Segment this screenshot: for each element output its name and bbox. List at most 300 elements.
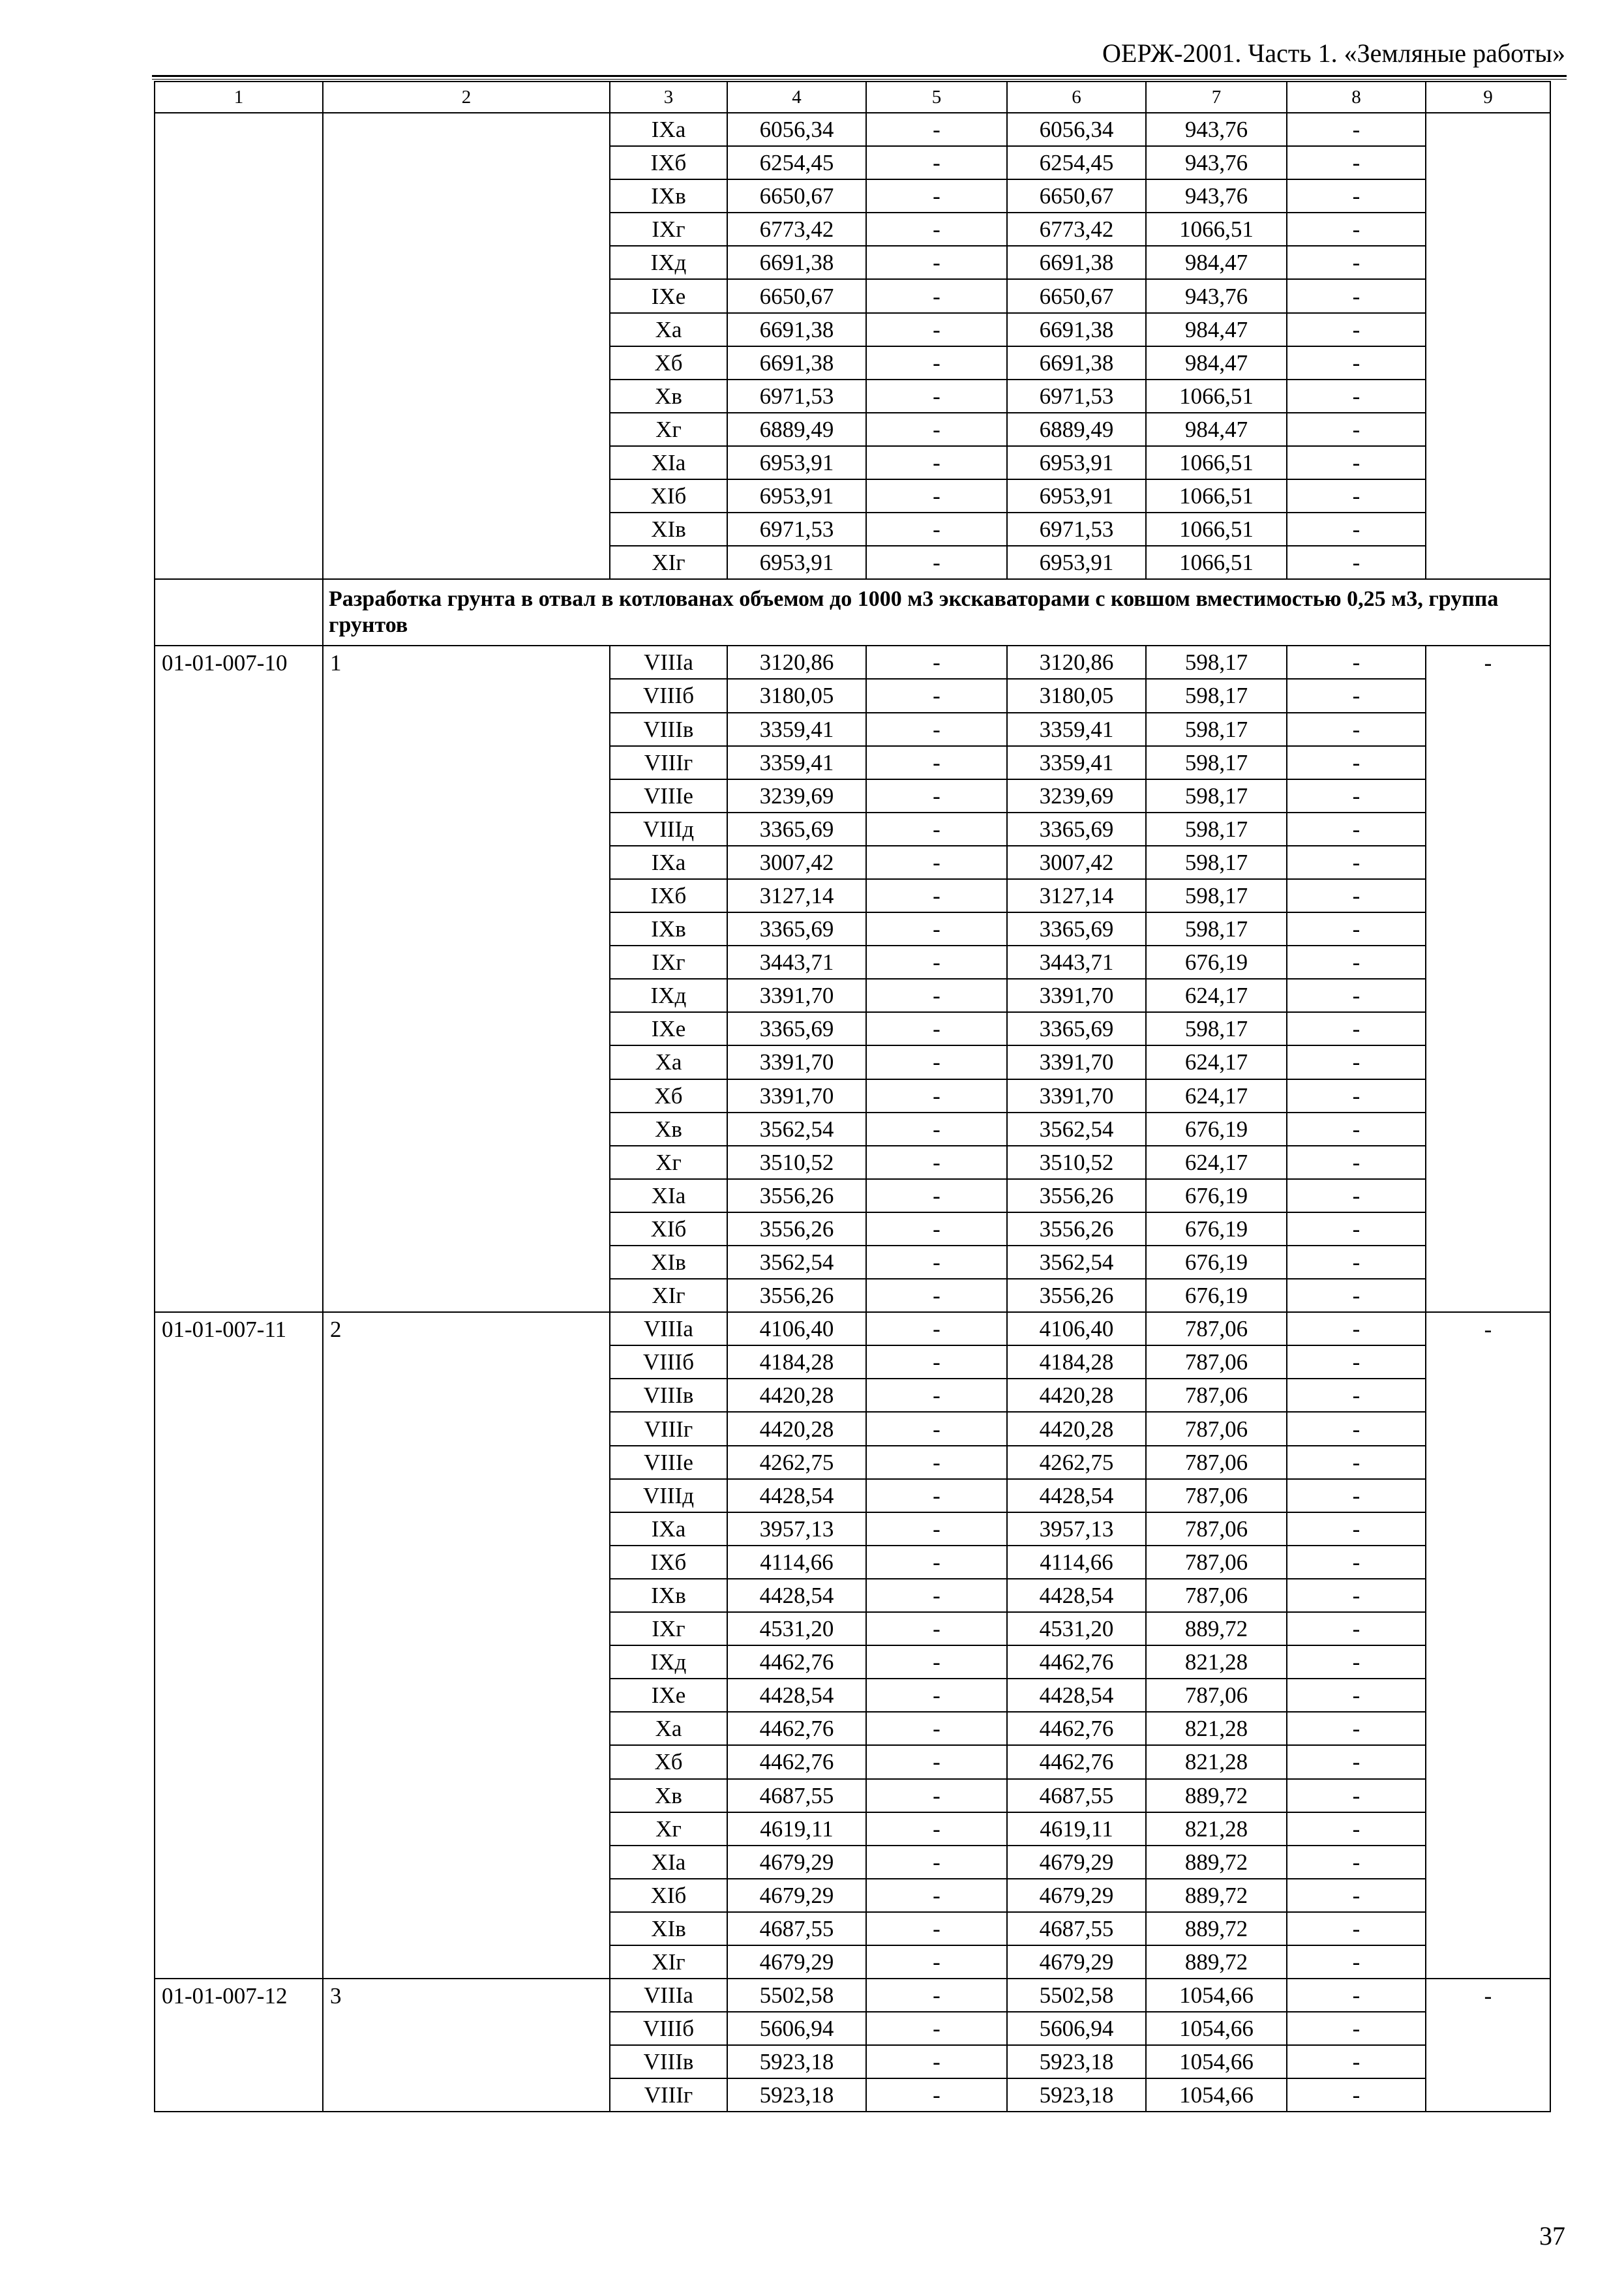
col5-cell: -	[866, 946, 1007, 979]
col7-cell: 984,47	[1146, 413, 1287, 446]
grade-cell: XIа	[610, 1179, 727, 1212]
grade-cell: IXа	[610, 1512, 727, 1546]
col6-cell: 3556,26	[1007, 1279, 1146, 1312]
col7-cell: 821,28	[1146, 1645, 1287, 1679]
col7-cell: 1054,66	[1146, 2078, 1287, 2112]
col8-cell: -	[1287, 1679, 1426, 1712]
column-number-row	[155, 82, 1550, 113]
grade-cell: VIIIв	[610, 1379, 727, 1412]
col8-cell: -	[1287, 1846, 1426, 1879]
col7-cell: 676,19	[1146, 1279, 1287, 1312]
col7-cell: 787,06	[1146, 1345, 1287, 1379]
grade-cell: IXб	[610, 1546, 727, 1579]
col8-cell: -	[1287, 1612, 1426, 1645]
col8-cell: -	[1287, 546, 1426, 579]
grade-cell: VIIIа	[610, 646, 727, 679]
col8-cell: -	[1287, 879, 1426, 912]
col8-cell: -	[1287, 1579, 1426, 1612]
col6-cell: 3365,69	[1007, 912, 1146, 946]
col7-cell: 1054,66	[1146, 1979, 1287, 2012]
col8-cell: -	[1287, 146, 1426, 179]
grade-cell: Xв	[610, 380, 727, 413]
grade-cell: VIIIг	[610, 1412, 727, 1445]
col5-cell: -	[866, 446, 1007, 479]
col8-cell: -	[1287, 646, 1426, 679]
col8-cell: -	[1287, 746, 1426, 779]
col7-cell: 943,76	[1146, 279, 1287, 312]
col4-cell: 3562,54	[727, 1113, 866, 1146]
col4-cell: 6691,38	[727, 346, 866, 380]
col4-cell: 4106,40	[727, 1312, 866, 1345]
col4-cell: 4619,11	[727, 1812, 866, 1846]
col8-cell: -	[1287, 2078, 1426, 2112]
col6-cell: 4262,75	[1007, 1446, 1146, 1479]
grade-cell: IXе	[610, 279, 727, 312]
col8-cell: -	[1287, 1179, 1426, 1212]
column-number: 2	[323, 82, 610, 113]
grade-cell: XIа	[610, 1846, 727, 1879]
col5-cell: -	[866, 413, 1007, 446]
running-title: ОЕРЖ-2001. Часть 1. «Земляные работы»	[1102, 38, 1565, 68]
col6-cell: 3239,69	[1007, 779, 1146, 813]
col6-cell: 3562,54	[1007, 1246, 1146, 1279]
col7-cell: 1066,51	[1146, 546, 1287, 579]
col7-cell: 676,19	[1146, 946, 1287, 979]
col4-cell: 3239,69	[727, 779, 866, 813]
grade-cell: IXв	[610, 912, 727, 946]
col8-cell: -	[1287, 1212, 1426, 1246]
col5-cell: -	[866, 1212, 1007, 1246]
col6-cell: 4114,66	[1007, 1546, 1146, 1579]
grade-cell: VIIIд	[610, 813, 727, 846]
col4-cell: 4687,55	[727, 1779, 866, 1812]
table-row	[155, 646, 1550, 679]
col8-cell: -	[1287, 1879, 1426, 1912]
col7-cell: 1054,66	[1146, 2045, 1287, 2078]
col7-cell: 787,06	[1146, 1546, 1287, 1579]
grade-cell: Xа	[610, 313, 727, 346]
grade-cell: VIIIд	[610, 1479, 727, 1512]
col4-cell: 3365,69	[727, 813, 866, 846]
grade-cell: VIIIб	[610, 1345, 727, 1379]
col4-cell: 3359,41	[727, 746, 866, 779]
col8-cell: -	[1287, 1113, 1426, 1146]
col5-cell: -	[866, 2045, 1007, 2078]
col7-cell: 787,06	[1146, 1679, 1287, 1712]
col8-cell: -	[1287, 1745, 1426, 1778]
col4-cell: 3007,42	[727, 846, 866, 879]
col8-cell: -	[1287, 912, 1426, 946]
col6-cell: 3391,70	[1007, 979, 1146, 1012]
col8-cell: -	[1287, 713, 1426, 746]
col6-cell: 4106,40	[1007, 1312, 1146, 1345]
col5-cell: -	[866, 1712, 1007, 1745]
col5-cell: -	[866, 746, 1007, 779]
col6-cell: 6889,49	[1007, 413, 1146, 446]
col8-cell: -	[1287, 679, 1426, 712]
section-row	[155, 579, 1550, 646]
col6-cell: 4679,29	[1007, 1879, 1146, 1912]
col6-cell: 3391,70	[1007, 1045, 1146, 1079]
col4-cell: 4428,54	[727, 1679, 866, 1712]
grade-cell: Xв	[610, 1779, 727, 1812]
col6-cell: 4420,28	[1007, 1379, 1146, 1412]
column-number: 7	[1146, 82, 1287, 113]
col6-cell: 3391,70	[1007, 1079, 1146, 1113]
col6-cell: 6773,42	[1007, 213, 1146, 246]
grade-cell: IXе	[610, 1012, 727, 1045]
col6-cell: 6953,91	[1007, 479, 1146, 513]
col4-cell: 3556,26	[727, 1179, 866, 1212]
col5-cell: -	[866, 1446, 1007, 1479]
col8-cell: -	[1287, 446, 1426, 479]
col6-cell: 6691,38	[1007, 313, 1146, 346]
col7-cell: 787,06	[1146, 1446, 1287, 1479]
col4-cell: 6650,67	[727, 179, 866, 213]
col8-cell: -	[1287, 1146, 1426, 1179]
rate-code: 01-01-007-12	[155, 1979, 323, 2112]
grade-cell: VIIIе	[610, 1446, 727, 1479]
col7-cell: 984,47	[1146, 313, 1287, 346]
col5-cell: -	[866, 179, 1007, 213]
col5-cell: -	[866, 546, 1007, 579]
col5-cell: -	[866, 979, 1007, 1012]
grade-cell: IXб	[610, 879, 727, 912]
grade-cell: XIв	[610, 1246, 727, 1279]
col6-cell: 3556,26	[1007, 1212, 1146, 1246]
col5-cell: -	[866, 146, 1007, 179]
col5-cell: -	[866, 1979, 1007, 2012]
col5-cell: -	[866, 1146, 1007, 1179]
grade-cell: Xб	[610, 346, 727, 380]
grade-cell: VIIIв	[610, 2045, 727, 2078]
col8-cell: -	[1287, 1512, 1426, 1546]
col8-cell: -	[1287, 1446, 1426, 1479]
col4-cell: 5606,94	[727, 2012, 866, 2045]
col7-cell: 624,17	[1146, 1045, 1287, 1079]
section-code-cell-empty	[155, 579, 323, 646]
col6-cell: 4428,54	[1007, 1579, 1146, 1612]
col4-cell: 6056,34	[727, 113, 866, 146]
col4-cell: 4462,76	[727, 1745, 866, 1778]
grade-cell: IXб	[610, 146, 727, 179]
rate-number: 1	[323, 646, 610, 1312]
col7-cell: 1066,51	[1146, 213, 1287, 246]
col5-cell: -	[866, 1879, 1007, 1912]
col8-cell: -	[1287, 380, 1426, 413]
col5-cell: -	[866, 2012, 1007, 2045]
col9-cell-empty	[1426, 113, 1550, 579]
col6-cell: 6650,67	[1007, 279, 1146, 312]
col7-cell: 889,72	[1146, 1879, 1287, 1912]
col5-cell: -	[866, 1479, 1007, 1512]
price-table	[154, 81, 1551, 2112]
col4-cell: 4531,20	[727, 1612, 866, 1645]
col8-cell: -	[1287, 1979, 1426, 2012]
col4-cell: 4462,76	[727, 1645, 866, 1679]
col7-cell: 624,17	[1146, 979, 1287, 1012]
column-number: 1	[155, 82, 323, 113]
col6-cell: 4428,54	[1007, 1679, 1146, 1712]
col4-cell: 3391,70	[727, 1045, 866, 1079]
column-number: 3	[610, 82, 727, 113]
grade-cell: IXв	[610, 1579, 727, 1612]
col7-cell: 1066,51	[1146, 380, 1287, 413]
grade-cell: IXа	[610, 846, 727, 879]
col4-cell: 6889,49	[727, 413, 866, 446]
col6-cell: 5923,18	[1007, 2078, 1146, 2112]
col5-cell: -	[866, 380, 1007, 413]
col6-cell: 4619,11	[1007, 1812, 1146, 1846]
grade-cell: VIIIб	[610, 2012, 727, 2045]
grade-cell: XIа	[610, 446, 727, 479]
col8-cell: -	[1287, 946, 1426, 979]
col8-cell: -	[1287, 813, 1426, 846]
col6-cell: 3365,69	[1007, 1012, 1146, 1045]
col4-cell: 4462,76	[727, 1712, 866, 1745]
col4-cell: 6953,91	[727, 446, 866, 479]
col5-cell: -	[866, 313, 1007, 346]
col8-cell: -	[1287, 1912, 1426, 1945]
col4-cell: 4679,29	[727, 1945, 866, 1979]
col5-cell: -	[866, 1045, 1007, 1079]
col8-cell: -	[1287, 279, 1426, 312]
grade-cell: VIIIе	[610, 779, 727, 813]
col4-cell: 6773,42	[727, 213, 866, 246]
col5-cell: -	[866, 1945, 1007, 1979]
col8-cell: -	[1287, 979, 1426, 1012]
col6-cell: 3510,52	[1007, 1146, 1146, 1179]
col7-cell: 984,47	[1146, 246, 1287, 279]
col7-cell: 943,76	[1146, 146, 1287, 179]
col4-cell: 3365,69	[727, 1012, 866, 1045]
col6-cell: 4679,29	[1007, 1945, 1146, 1979]
col8-cell: -	[1287, 1479, 1426, 1512]
col5-cell: -	[866, 2078, 1007, 2112]
col6-cell: 6953,91	[1007, 446, 1146, 479]
col4-cell: 4428,54	[727, 1479, 866, 1512]
col8-cell: -	[1287, 1779, 1426, 1812]
grade-cell: IXв	[610, 179, 727, 213]
col7-cell: 787,06	[1146, 1412, 1287, 1445]
col5-cell: -	[866, 779, 1007, 813]
col5-cell: -	[866, 879, 1007, 912]
grade-cell: XIг	[610, 1279, 727, 1312]
col4-cell: 5923,18	[727, 2078, 866, 2112]
table-body	[155, 82, 1550, 2112]
col6-cell: 6691,38	[1007, 346, 1146, 380]
table-row	[155, 1312, 1550, 1345]
col5-cell: -	[866, 1846, 1007, 1879]
col6-cell: 5606,94	[1007, 2012, 1146, 2045]
column-number: 4	[727, 82, 866, 113]
col5-cell: -	[866, 679, 1007, 712]
col4-cell: 6650,67	[727, 279, 866, 312]
col7-cell: 598,17	[1146, 746, 1287, 779]
col5-cell: -	[866, 912, 1007, 946]
col6-cell: 4184,28	[1007, 1345, 1146, 1379]
col7-cell: 598,17	[1146, 813, 1287, 846]
col6-cell: 4687,55	[1007, 1779, 1146, 1812]
table-row	[155, 1979, 1550, 2012]
col4-cell: 4114,66	[727, 1546, 866, 1579]
col5-cell: -	[866, 1279, 1007, 1312]
col5-cell: -	[866, 646, 1007, 679]
col4-cell: 3556,26	[727, 1279, 866, 1312]
col8-cell: -	[1287, 1945, 1426, 1979]
col6-cell: 3562,54	[1007, 1113, 1146, 1146]
col7-cell: 624,17	[1146, 1079, 1287, 1113]
col5-cell: -	[866, 1546, 1007, 1579]
col6-cell: 3365,69	[1007, 813, 1146, 846]
col6-cell: 6650,67	[1007, 179, 1146, 213]
col5-cell: -	[866, 713, 1007, 746]
col7-cell: 1066,51	[1146, 446, 1287, 479]
col4-cell: 3510,52	[727, 1146, 866, 1179]
col4-cell: 3957,13	[727, 1512, 866, 1546]
grade-cell: IXд	[610, 979, 727, 1012]
grade-cell: VIIIв	[610, 713, 727, 746]
col5-cell: -	[866, 113, 1007, 146]
col4-cell: 6971,53	[727, 513, 866, 546]
col8-cell: -	[1287, 1645, 1426, 1679]
col5-cell: -	[866, 1512, 1007, 1546]
col5-cell: -	[866, 1812, 1007, 1846]
col7-cell: 889,72	[1146, 1846, 1287, 1879]
col5-cell: -	[866, 1012, 1007, 1045]
col6-cell: 6254,45	[1007, 146, 1146, 179]
col7-cell: 598,17	[1146, 1012, 1287, 1045]
col8-cell: -	[1287, 1012, 1426, 1045]
col5-cell: -	[866, 513, 1007, 546]
col6-cell: 3180,05	[1007, 679, 1146, 712]
number-cell-empty	[323, 113, 610, 579]
col7-cell: 787,06	[1146, 1379, 1287, 1412]
col5-cell: -	[866, 246, 1007, 279]
col5-cell: -	[866, 213, 1007, 246]
col6-cell: 3957,13	[1007, 1512, 1146, 1546]
col8-cell: -	[1287, 1412, 1426, 1445]
col8-cell: -	[1287, 1279, 1426, 1312]
col5-cell: -	[866, 1345, 1007, 1379]
col6-cell: 6971,53	[1007, 513, 1146, 546]
col5-cell: -	[866, 1412, 1007, 1445]
rate-code: 01-01-007-11	[155, 1312, 323, 1979]
col5-cell: -	[866, 1912, 1007, 1945]
col4-cell: 4262,75	[727, 1446, 866, 1479]
grade-cell: VIIIа	[610, 1979, 727, 2012]
col4-cell: 4428,54	[727, 1579, 866, 1612]
col5-cell: -	[866, 279, 1007, 312]
col6-cell: 6953,91	[1007, 546, 1146, 579]
col4-cell: 6953,91	[727, 479, 866, 513]
column-number: 6	[1007, 82, 1146, 113]
col4-cell: 3120,86	[727, 646, 866, 679]
col7-cell: 676,19	[1146, 1113, 1287, 1146]
col6-cell: 4462,76	[1007, 1712, 1146, 1745]
col6-cell: 6691,38	[1007, 246, 1146, 279]
grade-cell: XIб	[610, 1212, 727, 1246]
col6-cell: 4462,76	[1007, 1645, 1146, 1679]
col8-cell: -	[1287, 113, 1426, 146]
col4-cell: 6971,53	[727, 380, 866, 413]
col8-cell: -	[1287, 779, 1426, 813]
col8-cell: -	[1287, 2012, 1426, 2045]
col8-cell: -	[1287, 1345, 1426, 1379]
col7-cell: 598,17	[1146, 713, 1287, 746]
col8-cell: -	[1287, 479, 1426, 513]
col8-cell: -	[1287, 313, 1426, 346]
col4-cell: 4420,28	[727, 1412, 866, 1445]
col9-value: -	[1426, 1312, 1550, 1979]
col7-cell: 889,72	[1146, 1779, 1287, 1812]
col6-cell: 3443,71	[1007, 946, 1146, 979]
col6-cell: 5502,58	[1007, 1979, 1146, 2012]
col4-cell: 3391,70	[727, 979, 866, 1012]
col8-cell: -	[1287, 246, 1426, 279]
grade-cell: XIб	[610, 479, 727, 513]
col5-cell: -	[866, 1312, 1007, 1345]
col6-cell: 4420,28	[1007, 1412, 1146, 1445]
col6-cell: 3127,14	[1007, 879, 1146, 912]
col4-cell: 4679,29	[727, 1846, 866, 1879]
col7-cell: 624,17	[1146, 1146, 1287, 1179]
col7-cell: 787,06	[1146, 1579, 1287, 1612]
col6-cell: 5923,18	[1007, 2045, 1146, 2078]
col7-cell: 787,06	[1146, 1512, 1287, 1546]
grade-cell: Xв	[610, 1113, 727, 1146]
column-number: 5	[866, 82, 1007, 113]
grade-cell: Xг	[610, 1146, 727, 1179]
grade-cell: XIб	[610, 1879, 727, 1912]
grade-cell: Xб	[610, 1745, 727, 1778]
col6-cell: 4428,54	[1007, 1479, 1146, 1512]
rate-number: 3	[323, 1979, 610, 2112]
col5-cell: -	[866, 1745, 1007, 1778]
col8-cell: -	[1287, 1312, 1426, 1345]
column-number: 8	[1287, 82, 1426, 113]
header-rule	[152, 75, 1567, 80]
grade-cell: IXе	[610, 1679, 727, 1712]
grade-cell: VIIIб	[610, 679, 727, 712]
col4-cell: 4679,29	[727, 1879, 866, 1912]
col4-cell: 5502,58	[727, 1979, 866, 2012]
grade-cell: VIIIг	[610, 746, 727, 779]
grade-cell: Xг	[610, 1812, 727, 1846]
col7-cell: 984,47	[1146, 346, 1287, 380]
col8-cell: -	[1287, 1379, 1426, 1412]
rate-code: 01-01-007-10	[155, 646, 323, 1312]
col7-cell: 889,72	[1146, 1912, 1287, 1945]
grade-cell: IXг	[610, 213, 727, 246]
col6-cell: 3556,26	[1007, 1179, 1146, 1212]
col6-cell: 4679,29	[1007, 1846, 1146, 1879]
col8-cell: -	[1287, 179, 1426, 213]
col6-cell: 4687,55	[1007, 1912, 1146, 1945]
col8-cell: -	[1287, 2045, 1426, 2078]
grade-cell: IXа	[610, 113, 727, 146]
col7-cell: 787,06	[1146, 1312, 1287, 1345]
col4-cell: 3562,54	[727, 1246, 866, 1279]
grade-cell: VIIIг	[610, 2078, 727, 2112]
col4-cell: 3359,41	[727, 713, 866, 746]
col4-cell: 4184,28	[727, 1345, 866, 1379]
col7-cell: 598,17	[1146, 879, 1287, 912]
col4-cell: 6254,45	[727, 146, 866, 179]
col4-cell: 3127,14	[727, 879, 866, 912]
col8-cell: -	[1287, 1812, 1426, 1846]
col6-cell: 4462,76	[1007, 1745, 1146, 1778]
